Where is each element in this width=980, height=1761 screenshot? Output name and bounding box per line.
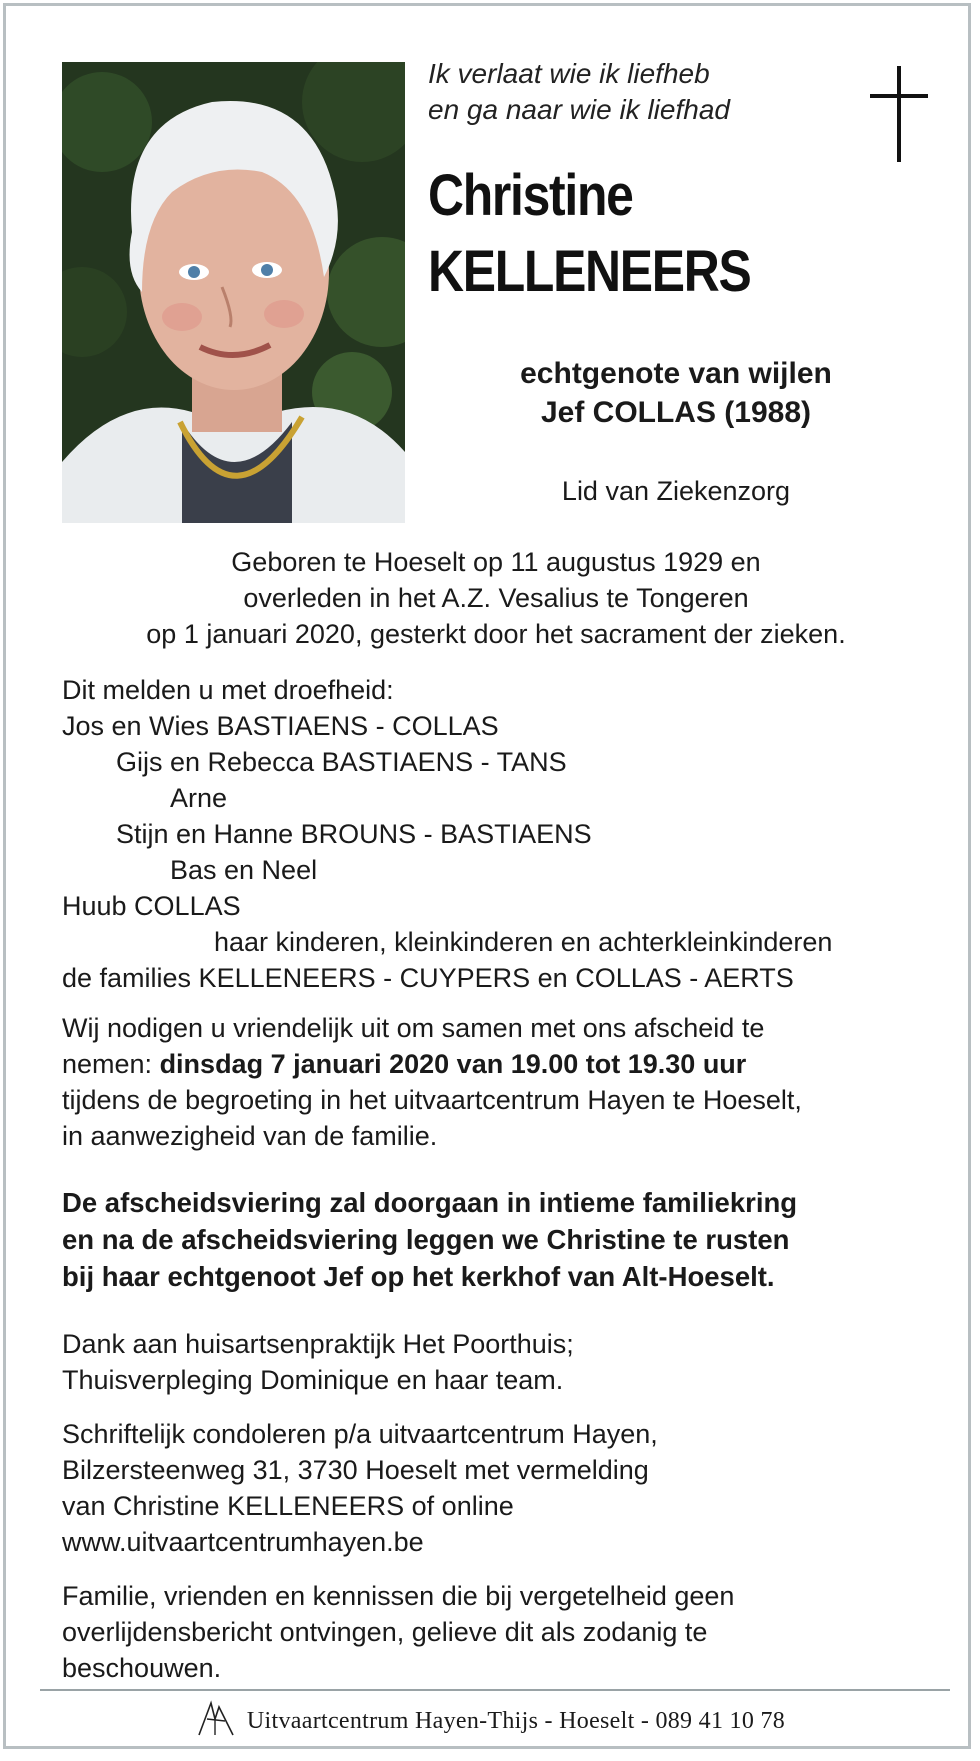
- last-name: KELLENEERS: [428, 239, 751, 304]
- motto-line-1: Ik verlaat wie ik liefheb: [428, 58, 710, 89]
- invite-line-2: [62, 1046, 942, 1082]
- family-intro: Dit melden u met droefheid:: [62, 675, 394, 705]
- birth-line-3: op 1 januari 2020, gesterkt door het sacrament der zieken.: [146, 619, 846, 649]
- family-line: haar kinderen, kleinkinderen en achterkleinkinderen: [214, 927, 833, 957]
- family-line: Stijn en Hanne BROUNS - BASTIAENS: [116, 819, 592, 849]
- spouse-line-1: echtgenote van wijlen: [520, 357, 832, 390]
- ceremony-info: [62, 1184, 942, 1295]
- invitation: [62, 1010, 942, 1154]
- family-list: [62, 672, 942, 996]
- family-line: Bas en Neel: [170, 855, 318, 885]
- notice-line-2: overlijdensbericht ontvingen, gelieve dit als zodanig te: [62, 1617, 708, 1647]
- family-line: Jos en Wies BASTIAENS - COLLAS: [62, 711, 499, 741]
- motto-line-2: en ga naar wie ik liefhad: [428, 94, 730, 125]
- ceremony-line-1: De afscheidsviering zal doorgaan in intieme familiekring: [62, 1187, 798, 1218]
- deceased-name: [428, 158, 750, 310]
- invite-line-4: in aanwezigheid van de familie.: [62, 1121, 438, 1151]
- footer-divider: [40, 1689, 950, 1691]
- spouse-line-2: Jef COLLAS (1988): [540, 396, 812, 429]
- birth-line-2: overleden in het A.Z. Vesalius te Tongeren: [243, 583, 749, 613]
- invite-line-1: Wij nodigen u vriendelijk uit om samen met ons afscheid te: [62, 1013, 765, 1043]
- condol-line-2: Bilzersteenweg 31, 3730 Hoeselt met vermelding: [62, 1455, 649, 1485]
- first-name: Christine: [428, 163, 633, 228]
- family-line: Gijs en Rebecca BASTIAENS - TANS: [116, 747, 567, 777]
- family-line: de families KELLENEERS - CUYPERS en COLLAS - AERTS: [62, 963, 794, 993]
- motto: [428, 56, 730, 128]
- notice-line-1: Familie, vrienden en kennissen die bij vergetelheid geen: [62, 1581, 735, 1611]
- notice-line-3: beschouwen.: [62, 1653, 222, 1683]
- visitation-time: dinsdag 7 januari 2020 van 19.00 tot 19.30 uur: [159, 1049, 747, 1079]
- membership: Lid van Ziekenzorg: [561, 476, 791, 506]
- spouse-info: [446, 354, 906, 432]
- condol-website: www.uitvaartcentrumhayen.be: [62, 1527, 424, 1557]
- funeral-home-logo-icon: [195, 1699, 237, 1744]
- family-line: Huub COLLAS: [62, 891, 241, 921]
- ceremony-line-3: bij haar echtgenoot Jef op het kerkhof van Alt-Hoeselt.: [62, 1261, 775, 1292]
- condol-line-1: Schriftelijk condoleren p/a uitvaartcentrum Hayen,: [62, 1419, 658, 1449]
- footer: [6, 1698, 974, 1744]
- invite-prefix: nemen:: [62, 1049, 160, 1079]
- thanks-line-1: Dank aan huisartsenpraktijk Het Poorthuis;: [62, 1329, 574, 1359]
- condolences: [62, 1416, 942, 1560]
- portrait-image: [62, 62, 405, 523]
- birth-line-1: Geboren te Hoeselt op 11 augustus 1929 en: [231, 547, 761, 577]
- portrait-photo: [62, 62, 405, 523]
- birth-death-info: [46, 544, 946, 652]
- thanks: [62, 1326, 942, 1398]
- notice: [62, 1578, 942, 1686]
- ceremony-line-2: en na de afscheidsviering leggen we Christine te rusten: [62, 1224, 790, 1255]
- cross-icon: [870, 66, 930, 167]
- footer-text: Uitvaartcentrum Hayen-Thijs - Hoeselt - 089 41 10 78: [246, 1707, 786, 1734]
- family-line: Arne: [170, 783, 228, 813]
- obituary-card: [3, 3, 971, 1749]
- condol-line-3: van Christine KELLENEERS of online: [62, 1491, 514, 1521]
- invite-line-3: tijdens de begroeting in het uitvaartcentrum Hayen te Hoeselt,: [62, 1085, 802, 1115]
- thanks-line-2: Thuisverpleging Dominique en haar team.: [62, 1365, 564, 1395]
